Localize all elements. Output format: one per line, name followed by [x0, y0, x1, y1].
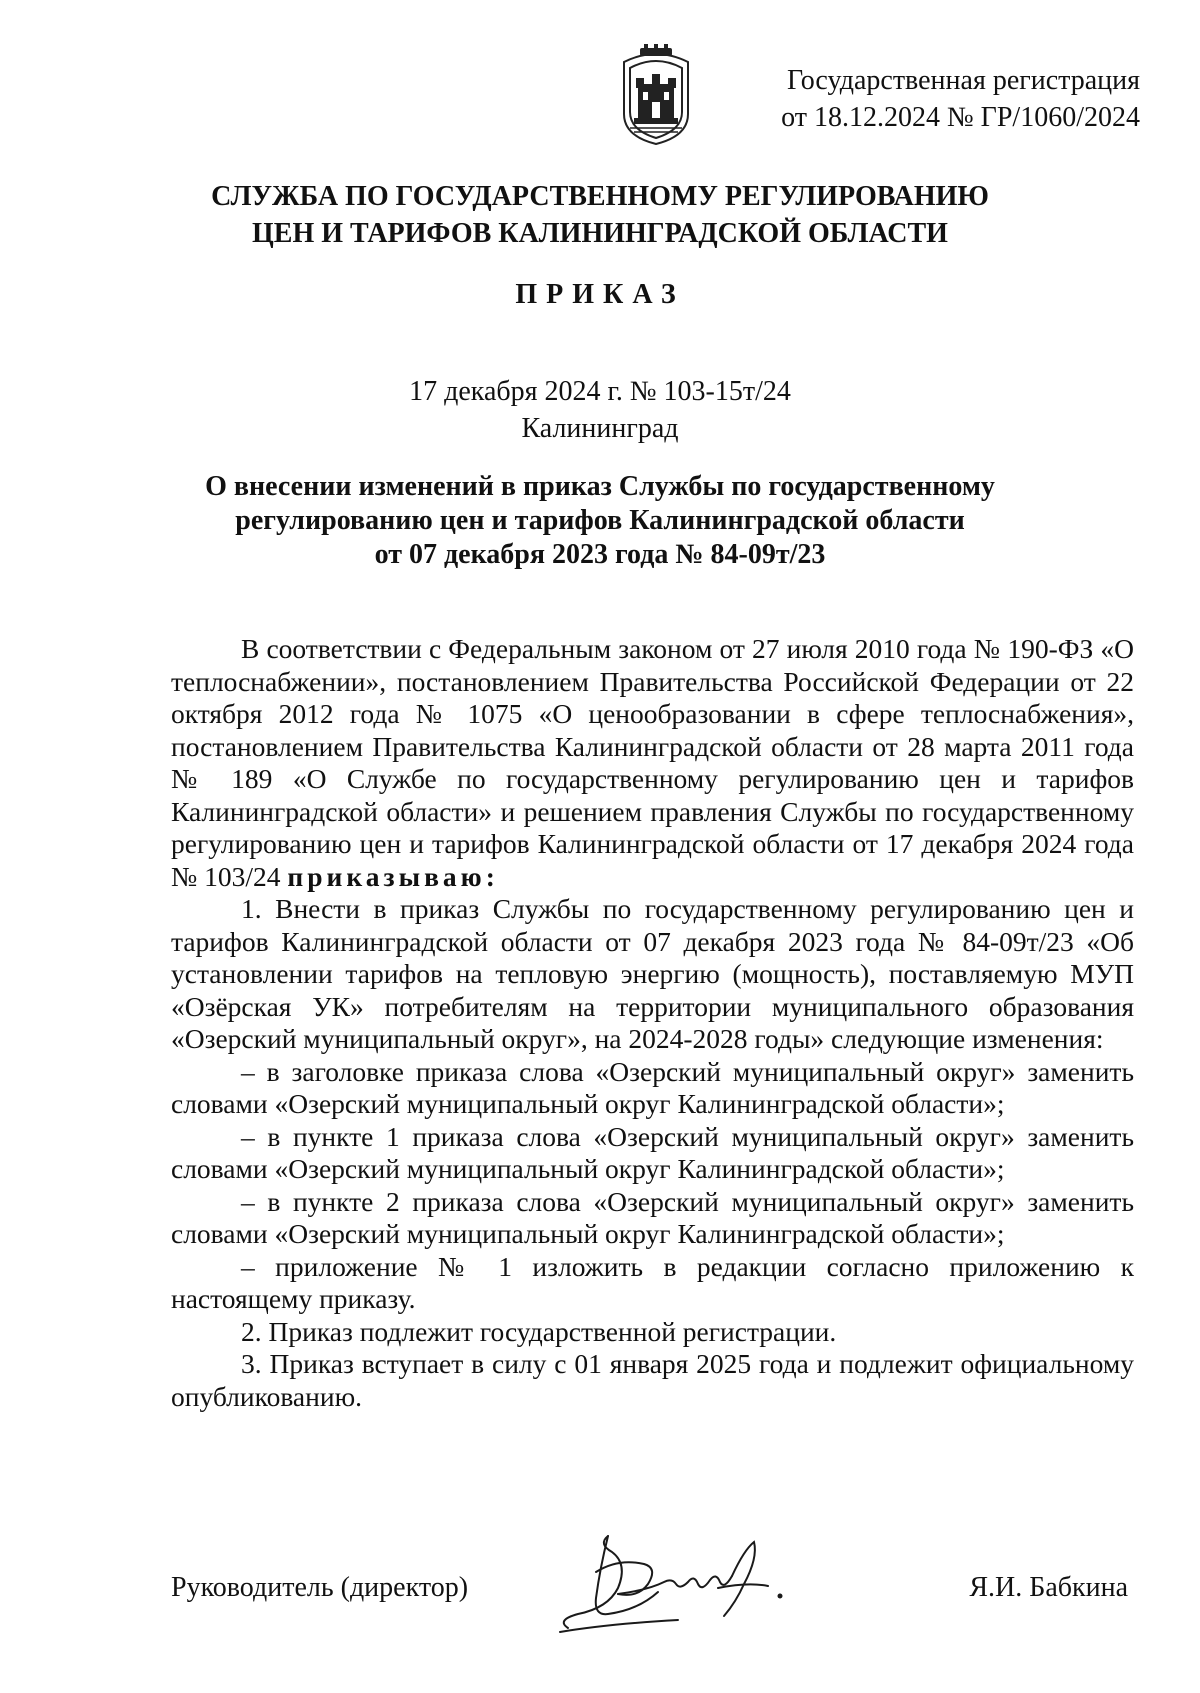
handwritten-signature-icon: [548, 1528, 808, 1638]
order-subject-line1: О внесении изменений в приказ Службы по государственному: [205, 471, 995, 502]
registration-stamp: [781, 62, 1140, 136]
change-item-2: – в пункте 1 приказа слова «Озерский муниципальный округ» заменить словами «Озерский муниципальный округ Калининградской области»;: [171, 1120, 1134, 1184]
order-city: Калининград: [521, 413, 679, 444]
order-date-number: 17 декабря 2024 г. № 103-15т/24: [409, 376, 791, 407]
change-item-1: – в заголовке приказа слова «Озерский муниципальный округ» заменить словами «Озерский муниципальный округ Калининградской области»;: [171, 1055, 1134, 1119]
coat-of-arms-icon: [614, 44, 698, 146]
order-subject-line3: от 07 декабря 2023 года № 84-09т/23: [374, 539, 826, 570]
registration-line: Государственная регистрация: [787, 65, 1140, 96]
preamble-text: В соответствии с Федеральным законом от 27 июля 2010 года № 190-ФЗ «О теплоснабжении», постановлением Правительства Российской Федерации от 22 октября 2012 года № 1075 «О ценообразовании в сфере теплоснабжения», постановлением Правительства Калининградской области от 28 марта 2011 года № 189 «О Службе по государственному регулированию цен и тарифов Калининградской области» и решением правления Службы по государственному регулированию цен и тарифов Калининградской области от 17 декабря 2024 года № 103/24: [171, 633, 1134, 892]
order-body: [171, 633, 1134, 1413]
order-subject-line2: регулированию цен и тарифов Калининградской области: [235, 505, 965, 536]
item-1: 1. Внести в приказ Службы по государственному регулированию цен и тарифов Калининградской области от 07 декабря 2023 года № 84-09т/23 «Об установлении тарифов на тепловую энергию (мощность), поставляемую МУП «Озёрская УК» потребителям на территории муниципального образования «Озерский муниципальный округ», на 2024-2028 годы» следующие изменения:: [171, 893, 1134, 1054]
order-verb: приказываю:: [287, 860, 499, 892]
signatory-position: Руководитель (директор): [171, 1572, 469, 1603]
order-details: [0, 373, 1200, 447]
item-3: 3. Приказ вступает в силу с 01 января 2025 года и подлежит официальному опубликованию.: [171, 1348, 1134, 1412]
document-type: ПРИКАЗ: [515, 279, 685, 310]
change-item-3: – в пункте 2 приказа слова «Озерский муниципальный округ» заменить словами «Озерский муниципальный округ Калининградской области»;: [171, 1185, 1134, 1249]
preamble-paragraph: [171, 633, 1134, 893]
item-2: 2. Приказ подлежит государственной регистрации.: [241, 1315, 837, 1347]
organization-title-line1: СЛУЖБА ПО ГОСУДАРСТВЕННОМУ РЕГУЛИРОВАНИЮ: [211, 181, 989, 212]
signatory-name: Я.И. Бабкина: [969, 1572, 1128, 1603]
organization-title: [0, 178, 1200, 252]
order-subject: [0, 470, 1200, 572]
organization-title-line2: ЦЕН И ТАРИФОВ КАЛИНИНГРАДСКОЙ ОБЛАСТИ: [252, 218, 948, 249]
registration-number: от 18.12.2024 № ГР/1060/2024: [781, 102, 1140, 133]
change-item-4: – приложение № 1 изложить в редакции согласно приложению к настоящему приказу.: [171, 1250, 1134, 1314]
